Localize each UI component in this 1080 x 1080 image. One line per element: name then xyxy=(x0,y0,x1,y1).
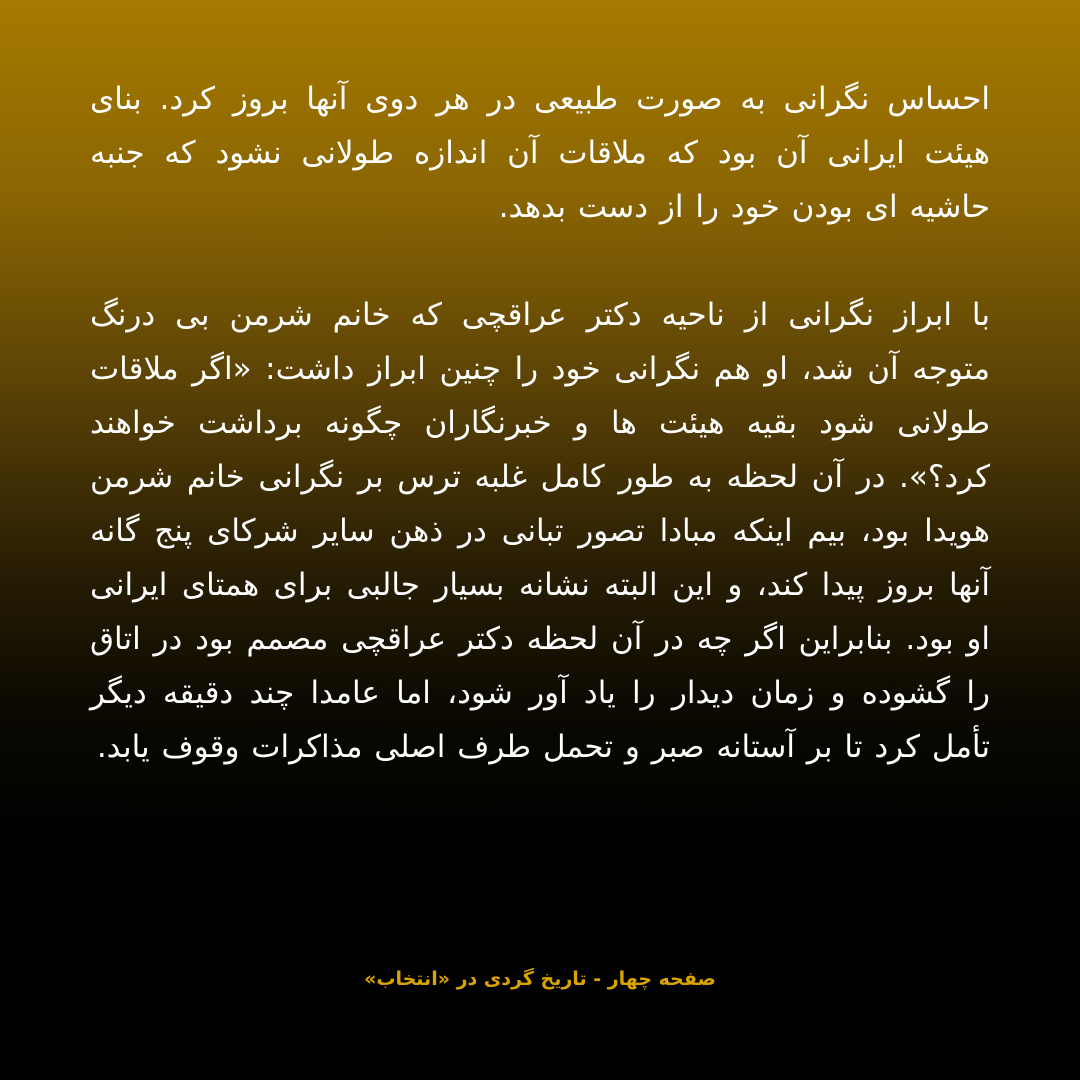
paragraph-1: احساس نگرانی به صورت طبیعی در هر دوی آنها بروز کرد. بنای هیئت ایرانی آن بود که ملاقات آن اندازه طولانی نشود که جنبه حاشیه ای بودن خود را از دست بدهد. xyxy=(90,81,990,225)
paragraph-2: با ابراز نگرانی از ناحیه دکتر عراقچی که خانم شرمن بی درنگ متوجه آن شد، او هم نگرانی خود را چنین ابراز داشت: «اگر ملاقات طولانی شود بقیه هیئت ها و خبرنگاران چگونه برداشت خواهند کرد؟». در آن لحظه به طور کامل غلبه ترس بر نگرانی خانم شرمن هویدا بود، بیم اینکه مبادا تصور تبانی در ذهن سایر شرکای پنج گانه آنها بروز پیدا کند، و این البته نشانه بسیار جالبی برای همتای ایرانی او بود. بنابراین اگر چه در آن لحظه دکتر عراقچی مصمم بود در اتاق را گشوده و زمان دیدار را یاد آور شود، اما عامدا چند دقیقه دیگر تأمل کرد تا بر آستانه صبر و تحمل طرف اصلی مذاکرات وقوف یابد. xyxy=(90,297,990,765)
article-body xyxy=(90,72,990,774)
page-footer-caption: صفحه چهار - تاریخ گردی در «انتخاب» xyxy=(364,968,716,990)
